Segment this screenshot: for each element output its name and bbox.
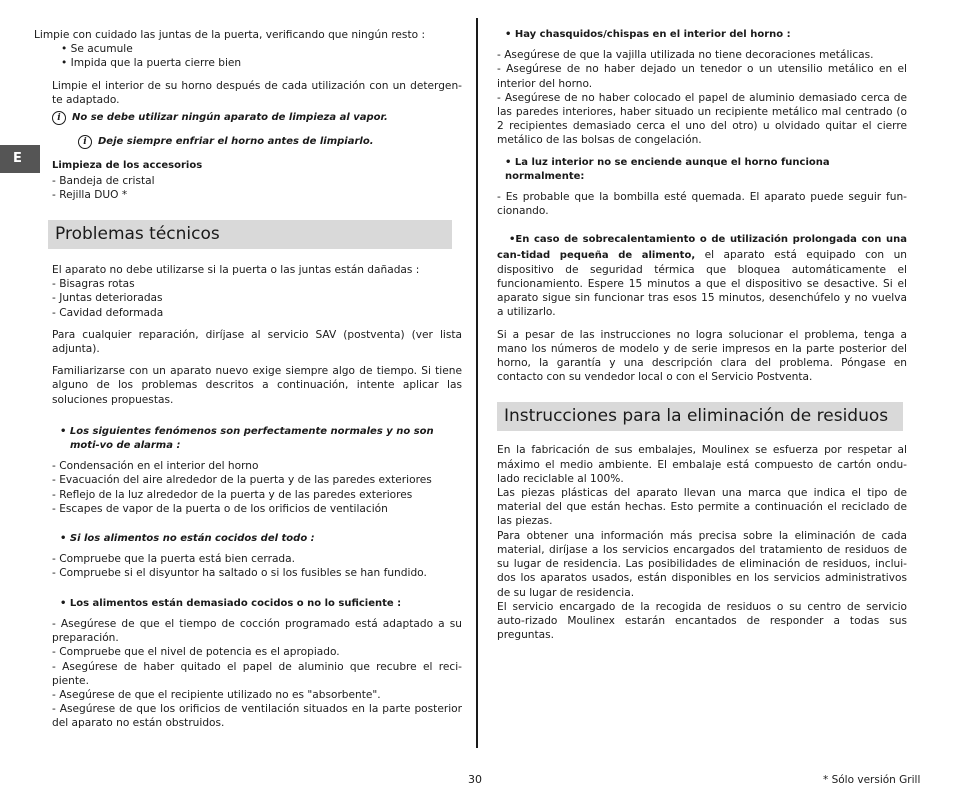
waste-paragraph: Las piezas plásticas del aparato llevan una marca que indica el tipo de material del que están hechas. Esto permite a continuación el reciclado de las piezas. — [497, 487, 907, 528]
overheat-paragraph — [497, 232, 907, 319]
list-item: - Asegúrese de no haber colocado el papel de aluminio demasiado cerca de las paredes interiores, haber situado un recipiente metálico mal centrado (o 2 recipientes demasiado cerca el uno del otro) u olvidado quitar el cierre metálico de las bolsas de congelación. — [497, 91, 907, 147]
list-item: - Compruebe si el disyuntor ha saltado o si los fusibles se han fundido. — [52, 567, 427, 580]
contact-text: Si a pesar de las instrucciones no logra solucionar el problema, tenga a mano los números de modelo y de serie impresos en la parte posterior del horno, la garantía y una descripción clara del problema. Póngase en contacto con su vendedor local o con el Servicio Postventa. — [497, 328, 907, 384]
interior-cleaning-text: Limpie el interior de su horno después de cada utilización con un detergen-te adaptado. — [52, 79, 462, 106]
normal-phenomena-list — [52, 459, 462, 516]
list-item: - Compruebe que el nivel de potencia es el apropiado. — [52, 646, 340, 659]
repair-text: Para cualquier reparación, diríjase al servicio SAV (postventa) (ver lista adjunta). — [52, 328, 462, 356]
list-item: - Condensación en el interior del horno — [52, 460, 259, 473]
overcooked-list — [52, 617, 462, 731]
list-item: - Juntas deterioradas — [52, 292, 163, 305]
list-item: - Asegúrese de que los orificios de ventilación situados en la parte posterior del aparato no están obstruidos. — [52, 703, 462, 730]
list-item: • Impida que la puerta cierre bien — [61, 57, 242, 70]
list-item: - Asegúrese de que el recipiente utilizado no es "absorbente". — [52, 688, 381, 701]
list-item: - Cavidad deformada — [52, 306, 164, 319]
light-text: - Es probable que la bombilla esté quemada. El aparato puede seguir fun-cionando. — [497, 191, 907, 218]
list-item: - Bandeja de cristal — [52, 174, 155, 187]
list-item: - Asegúrese de que la vajilla utilizada no tiene decoraciones metálicas. — [497, 49, 874, 62]
not-cooked-title: • Si los alimentos no están cocidos del todo : — [60, 533, 315, 545]
damage-text: El aparato no debe utilizarse si la puerta o las juntas están dañadas : — [52, 264, 420, 277]
gasket-bullets — [52, 42, 462, 70]
waste-paragraph: En la fabricación de sus embalajes, Moulinex se esfuerza por respetar al máximo el medio ambiente. El embalaje está compuesto de cartón ondu-lado reciclable al 100%. — [497, 444, 907, 485]
list-item: - Rejilla DUO * — [52, 188, 128, 201]
accessories-list — [52, 174, 462, 202]
waste-paragraph: El servicio encargado de la recogida de residuos o su centro de servicio auto-rizado Moulinex estarán encantados de responder a todas sus preguntas. — [497, 600, 907, 642]
left-column — [34, 28, 462, 731]
list-item: - Bisagras rotas — [52, 278, 135, 291]
normal-phenomena-title: • Los siguientes fenómenos son perfectamente normales y no son moti-vo de alarma : — [60, 425, 434, 452]
list-item: - Asegúrese de no haber dejado un tenedor o un utensilio metálico en el interior del horno. — [497, 63, 907, 90]
list-item: - Escapes de vapor de la puerta o de los orificios de ventilación — [52, 502, 388, 515]
right-column — [497, 28, 907, 642]
cool-note-text: Deje siempre enfriar el horno antes de limpiarlo. — [98, 136, 374, 148]
familiarize-text: Familiarizarse con un aparato nuevo exige siempre algo de tiempo. Si tiene alguno de los problemas descritos a continuación, intente aplicar las soluciones propuestas. — [52, 365, 462, 406]
info-icon: i — [78, 135, 92, 149]
overcooked-title: • Los alimentos están demasiado cocidos o no lo suficiente : — [60, 597, 402, 609]
overheat-text: el aparato está equipado con un dispositivo de seguridad térmica que bloquea automáticamente el funcionamiento. Espere 15 minutos a que el dispositivo se desactive. Si el aparato sigue sin funcionar tras esos 15 minutos, desenchúfelo y no vuelva a utilizarlo. — [497, 248, 907, 319]
waste-paragraph: Para obtener una información más precisa sobre la eliminación de cada material, diríjase a los servicios encargados del tratamiento de residuos de su lugar de residencia. Las posibilidades de eliminación de residuos, inclui-dos los aparatos usados, están disponibles en los servicios administrativos de su lugar de residencia. — [497, 529, 907, 599]
list-item: - Reflejo de la luz alrededor de la puerta y de las paredes exteriores — [52, 488, 413, 501]
footnote: * Sólo versión Grill — [823, 774, 921, 786]
gasket-cleaning — [34, 28, 462, 71]
language-tab: E — [0, 145, 40, 173]
light-title: • La luz interior no se enciende aunque el horno funciona normalmente: — [505, 156, 830, 182]
list-item: - Evacuación del aire alrededor de la puerta y de las paredes exteriores — [52, 474, 432, 487]
list-item: - Asegúrese de haber quitado el papel de aluminio que recubre el reci-piente. — [52, 660, 462, 687]
steam-note — [52, 111, 462, 125]
section-heading-technical-problems: Problemas técnicos — [48, 220, 452, 249]
steam-note-text: No se debe utilizar ningún aparato de limpieza al vapor. — [72, 112, 388, 124]
cool-note — [52, 135, 462, 149]
overheat-bold: •En caso de sobrecalentamiento o de utilización prolongada con una can-tidad pequeña de alimento, — [497, 234, 907, 261]
column-divider — [476, 18, 478, 748]
sparks-list — [497, 48, 907, 147]
info-icon: i — [52, 111, 66, 125]
list-item: - Compruebe que la puerta está bien cerrada. — [52, 553, 296, 566]
page-number: 30 — [468, 773, 482, 786]
list-item: • Se acumule — [61, 43, 133, 56]
sparks-title: • Hay chasquidos/chispas en el interior del horno : — [505, 29, 791, 40]
waste-section — [497, 443, 907, 642]
section-heading-waste-disposal: Instrucciones para la eliminación de residuos — [497, 402, 903, 431]
list-item: - Asegúrese de que el tiempo de cocción programado está adaptado a su preparación. — [52, 617, 462, 645]
gasket-intro: Limpie con cuidado las juntas de la puerta, verificando que ningún resto : — [34, 29, 426, 41]
damage-list — [52, 277, 462, 320]
not-cooked-list — [52, 552, 462, 580]
accessories-title: Limpieza de los accesorios — [52, 160, 203, 172]
